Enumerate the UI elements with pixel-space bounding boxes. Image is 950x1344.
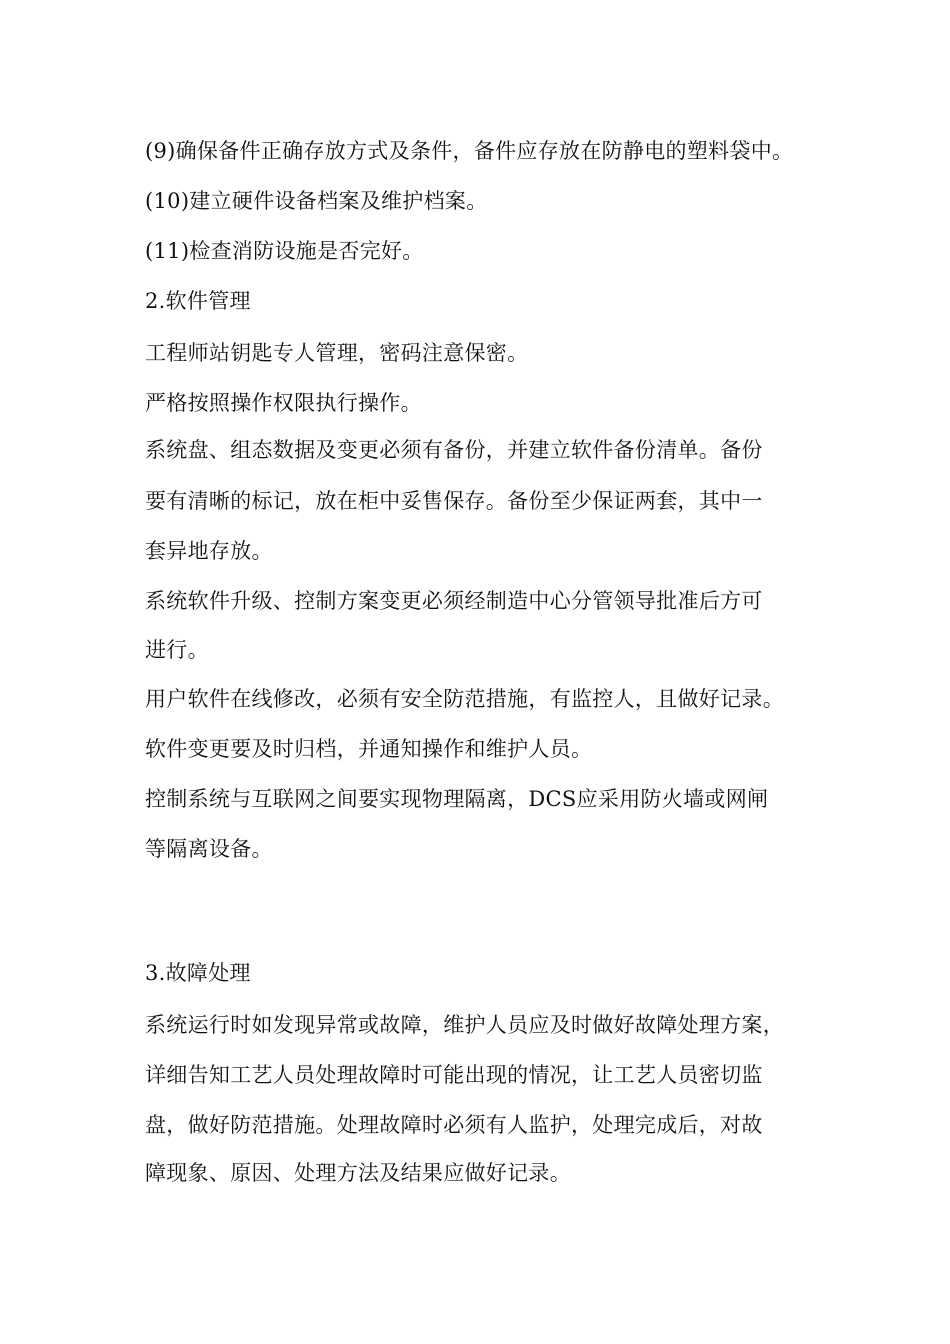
section-heading-software: 2.软件管理 <box>145 289 251 313</box>
software-line: 进行。 <box>145 638 209 662</box>
software-line: 软件变更要及时归档，并通知操作和维护人员。 <box>145 737 593 761</box>
hardware-item-9: (9)确保备件正确存放方式及条件，备件应存放在防静电的塑料袋中。 <box>145 139 794 163</box>
software-line: 工程师站钥匙专人管理，密码注意保密。 <box>145 341 529 365</box>
fault-line: 障现象、原因、处理方法及结果应做好记录。 <box>145 1161 571 1185</box>
fault-line: 系统运行时如发现异常或故障，维护人员应及时做好故障处理方案， <box>145 1013 784 1037</box>
software-line: 系统软件升级、控制方案变更必须经制造中心分管领导批准后方可 <box>145 589 763 613</box>
software-line: 系统盘、组态数据及变更必须有备份，并建立软件备份清单。备份 <box>145 438 763 462</box>
software-line: 控制系统与互联网之间要实现物理隔离，DCS应采用防火墙或网闸 <box>145 787 769 811</box>
section-heading-fault: 3.故障处理 <box>145 961 251 985</box>
software-line: 等隔离设备。 <box>145 837 273 861</box>
software-line: 用户软件在线修改，必须有安全防范措施，有监控人，且做好记录。 <box>145 687 784 711</box>
fault-line: 详细告知工艺人员处理故障时可能出现的情况，让工艺人员密切监 <box>145 1063 763 1087</box>
fault-line: 盘，做好防范措施。处理故障时必须有人监护，处理完成后，对故 <box>145 1113 763 1137</box>
hardware-item-10: (10)建立硬件设备档案及维护档案。 <box>145 189 488 213</box>
software-line: 严格按照操作权限执行操作。 <box>145 391 422 415</box>
software-line: 套异地存放。 <box>145 539 273 563</box>
hardware-item-11: (11)检查消防设施是否完好。 <box>145 239 424 263</box>
software-line: 要有清晰的标记，放在柜中妥售保存。备份至少保证两套，其中一 <box>145 489 763 513</box>
